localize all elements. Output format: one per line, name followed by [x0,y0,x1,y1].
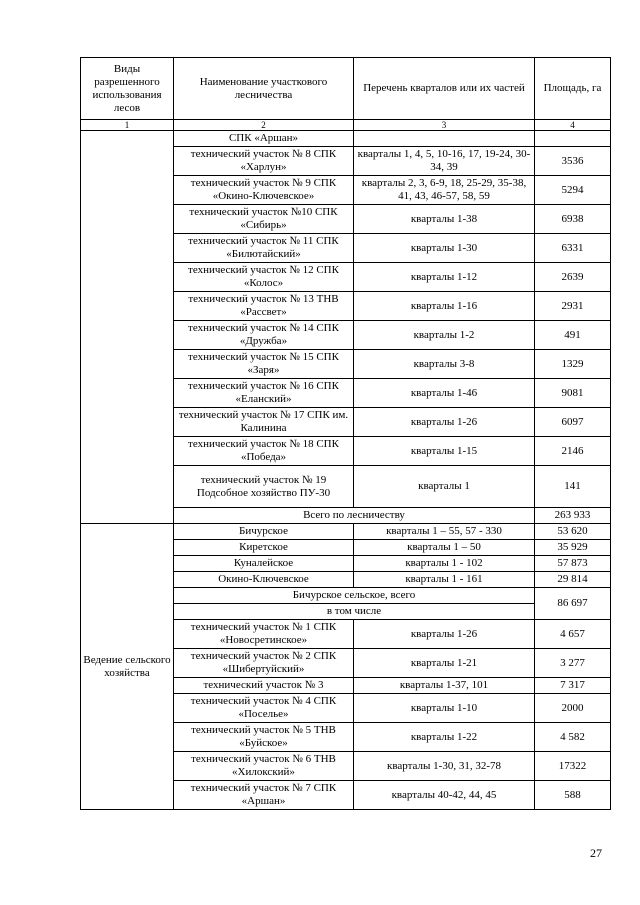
forestry-name-cell: Киретское [174,540,354,556]
quarters-cell: кварталы 40-42, 44, 45 [354,781,535,810]
column-number: 2 [174,120,354,131]
forestry-name-cell: технический участок № 1 СПК «Новосретинское» [174,620,354,649]
quarters-cell: кварталы 1-26 [354,408,535,437]
area-cell: 3 277 [535,649,611,678]
forestry-name-cell: технический участок № 2 СПК «Шибертуйский» [174,649,354,678]
total-forestry-area: 263 933 [535,508,611,524]
quarters-cell: кварталы 1-16 [354,292,535,321]
forestry-name-cell: технический участок № 8 СПК «Харлун» [174,147,354,176]
area-cell: 2639 [535,263,611,292]
bichura-total-label: Бичурское сельское, всего [174,588,535,604]
forestry-name-cell: технический участок № 14 СПК «Дружба» [174,321,354,350]
table-row [81,131,611,147]
column-number: 3 [354,120,535,131]
header-quarters: Перечень кварталов или их частей [354,58,535,120]
quarters-cell: кварталы 1 – 55, 57 - 330 [354,524,535,540]
area-cell: 3536 [535,147,611,176]
forestry-name-cell: Куналейское [174,556,354,572]
forestry-name-cell: Окино-Ключевское [174,572,354,588]
forestry-name-cell: технический участок № 19 Подсобное хозяйство ПУ-30 [174,466,354,508]
area-cell: 6331 [535,234,611,263]
area-cell: 7 317 [535,678,611,694]
forestry-name-cell: технический участок № 4 СПК «Поселье» [174,694,354,723]
quarters-cell: кварталы 1-22 [354,723,535,752]
area-cell: 5294 [535,176,611,205]
header-use-type: Виды разрешенного использования лесов [81,58,174,120]
agriculture-use-label: Ведение сельского хозяйства [81,524,174,810]
area-cell: 53 620 [535,524,611,540]
table-header-row [81,58,611,120]
header-forestry-name: Наименование участкового лесничества [174,58,354,120]
area-cell: 2931 [535,292,611,321]
area-cell: 35 929 [535,540,611,556]
quarters-cell: кварталы 1-46 [354,379,535,408]
quarters-cell [354,131,535,147]
forestry-name-cell: технический участок № 5 ТНВ «Буйское» [174,723,354,752]
area-cell: 4 657 [535,620,611,649]
area-cell: 9081 [535,379,611,408]
area-cell: 2000 [535,694,611,723]
area-cell: 588 [535,781,611,810]
quarters-cell: кварталы 1 [354,466,535,508]
forestry-name-cell: технический участок № 7 СПК «Аршан» [174,781,354,810]
quarters-cell: кварталы 1-38 [354,205,535,234]
including-label: в том числе [174,604,535,620]
quarters-cell: кварталы 1-12 [354,263,535,292]
area-cell: 57 873 [535,556,611,572]
quarters-cell: кварталы 1-30 [354,234,535,263]
forestry-name-cell: технический участок № 15 СПК «Заря» [174,350,354,379]
area-cell: 6097 [535,408,611,437]
quarters-cell: кварталы 1 – 50 [354,540,535,556]
column-number-row [81,120,611,131]
area-cell: 29 814 [535,572,611,588]
area-cell [535,131,611,147]
forestry-name-cell: технический участок № 3 [174,678,354,694]
area-cell: 17322 [535,752,611,781]
forestry-name-cell: технический участок № 6 ТНВ «Хилокский» [174,752,354,781]
forestry-name-cell: СПК «Аршан» [174,131,354,147]
bichura-total-area: 86 697 [535,588,611,620]
forestry-name-cell: технический участок № 18 СПК «Победа» [174,437,354,466]
quarters-cell: кварталы 1, 4, 5, 10-16, 17, 19-24, 30-34, 39 [354,147,535,176]
column-number: 1 [81,120,174,131]
forestry-name-cell: технический участок № 13 ТНВ «Рассвет» [174,292,354,321]
forestry-name-cell: технический участок №10 СПК «Сибирь» [174,205,354,234]
quarters-cell: кварталы 3-8 [354,350,535,379]
quarters-cell: кварталы 1-15 [354,437,535,466]
table-body [81,58,611,810]
forest-use-table [80,57,611,810]
quarters-cell: кварталы 1 - 102 [354,556,535,572]
column-number: 4 [535,120,611,131]
area-cell: 2146 [535,437,611,466]
quarters-cell: кварталы 1-21 [354,649,535,678]
quarters-cell: кварталы 1-37, 101 [354,678,535,694]
forestry-name-cell: технический участок № 9 СПК «Окино-Ключевское» [174,176,354,205]
page-number: 27 [590,846,602,860]
quarters-cell: кварталы 1 - 161 [354,572,535,588]
quarters-cell: кварталы 1-10 [354,694,535,723]
forestry-name-cell: технический участок № 17 СПК им. Калинина [174,408,354,437]
area-cell: 1329 [535,350,611,379]
table-row [81,524,611,540]
total-forestry-label: Всего по лесничеству [174,508,535,524]
quarters-cell: кварталы 1-26 [354,620,535,649]
quarters-cell: кварталы 2, 3, 6-9, 18, 25-29, 35-38, 41, 43, 46-57, 58, 59 [354,176,535,205]
area-cell: 141 [535,466,611,508]
area-cell: 4 582 [535,723,611,752]
use-type-cell-empty [81,131,174,524]
quarters-cell: кварталы 1-30, 31, 32-78 [354,752,535,781]
forestry-name-cell: технический участок № 11 СПК «Билютайский» [174,234,354,263]
forestry-name-cell: Бичурское [174,524,354,540]
forestry-name-cell: технический участок № 16 СПК «Еланский» [174,379,354,408]
quarters-cell: кварталы 1-2 [354,321,535,350]
forestry-name-cell: технический участок № 12 СПК «Колос» [174,263,354,292]
area-cell: 6938 [535,205,611,234]
area-cell: 491 [535,321,611,350]
header-area: Площадь, га [535,58,611,120]
